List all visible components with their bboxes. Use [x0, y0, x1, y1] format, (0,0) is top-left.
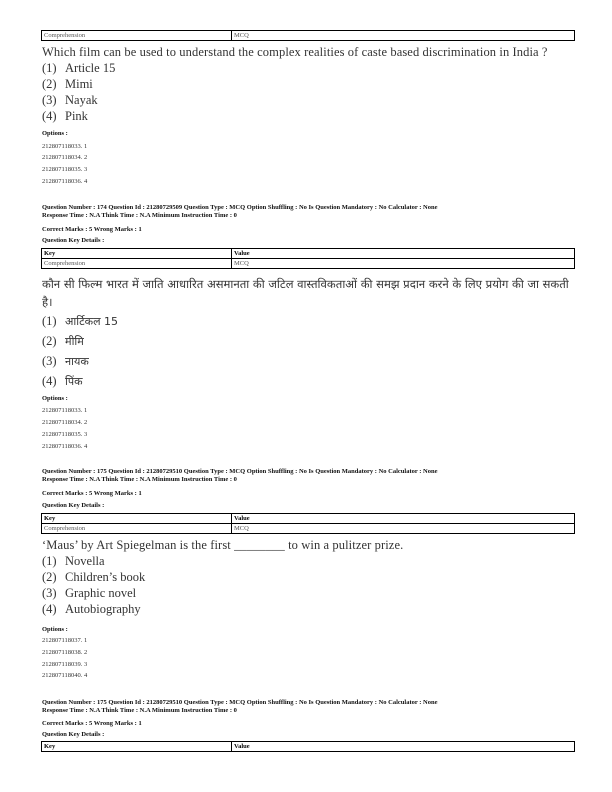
choice-number: (2): [42, 570, 57, 584]
question-meta-line: Response Time : N.A Think Time : N.A Minimum Instruction Time : 0: [42, 476, 237, 483]
table-cell: MCQ: [232, 31, 575, 41]
table-cell: MCQ: [232, 524, 575, 534]
option-id: 212807118040. 4: [42, 672, 88, 679]
option-id: 212807118033. 1: [42, 407, 88, 414]
choice-text: Children’s book: [65, 570, 146, 584]
answer-choice: [42, 570, 145, 585]
answer-choice: [42, 314, 118, 329]
options-label: Options :: [42, 626, 68, 633]
question-meta-line: Question Number : 175 Question Id : 21280729510 Question Type : MCQ Option Shuffling : No Is Question Mandatory : No Calculator : None: [42, 699, 438, 706]
answer-choice: [42, 586, 136, 601]
options-label: Options :: [42, 130, 68, 137]
question-meta-line: Question Number : 174 Question Id : 21280729509 Question Type : MCQ Option Shuffling : No Is Question Mandatory : No Calculator : None: [42, 204, 438, 211]
answer-choice: [42, 93, 98, 108]
answer-choice: [42, 354, 89, 369]
marks-line: Correct Marks : 5 Wrong Marks : 1: [42, 720, 142, 727]
table-header-cell: Key: [42, 742, 232, 752]
key-value-table: [41, 741, 575, 752]
option-id: 212807118034. 2: [42, 154, 88, 161]
choice-text: आर्टिकल 15: [65, 315, 119, 328]
question-meta-line: Response Time : N.A Think Time : N.A Minimum Instruction Time : 0: [42, 212, 237, 219]
question-text: ‘Maus’ by Art Spiegelman is the first ________ to win a pulitzer prize.: [42, 538, 404, 552]
choice-text: Graphic novel: [65, 586, 137, 600]
option-id: 212807118039. 3: [42, 661, 88, 668]
choice-text: Article 15: [65, 61, 116, 75]
table-header-cell: Value: [232, 249, 575, 259]
table-cell: MCQ: [232, 259, 575, 269]
option-id: 212807118035. 3: [42, 431, 88, 438]
choice-number: (3): [42, 354, 57, 368]
key-value-table: [41, 513, 575, 534]
table-header-cell: Key: [42, 249, 232, 259]
key-value-table: [41, 248, 575, 269]
answer-choice: [42, 602, 141, 617]
table-header-cell: Key: [42, 514, 232, 524]
choice-text: Novella: [65, 554, 105, 568]
key-value-table: [41, 30, 575, 41]
question-text: कौन सी फिल्म भारत में जाति आधारित असमानता की जटिल वास्तविकताओं की समझ प्रदान करने के लिए प्रयोग की जा सकती है।: [42, 277, 569, 309]
choice-text: नायक: [65, 355, 89, 368]
option-id: 212807118034. 2: [42, 419, 88, 426]
choice-number: (2): [42, 77, 57, 91]
key-details-label: Question Key Details :: [42, 731, 105, 738]
choice-number: (1): [42, 61, 57, 75]
answer-choice: [42, 61, 115, 76]
choice-text: Mimi: [65, 77, 93, 91]
question-meta-line: Question Number : 175 Question Id : 21280729510 Question Type : MCQ Option Shuffling : No Is Question Mandatory : No Calculator : None: [42, 468, 438, 475]
options-label: Options :: [42, 395, 68, 402]
answer-choice: [42, 334, 84, 349]
question-meta: [42, 699, 438, 715]
choice-number: (1): [42, 314, 57, 328]
option-id: 212807118035. 3: [42, 166, 88, 173]
table-header-row: [42, 742, 575, 752]
choice-text: Pink: [65, 109, 88, 123]
choice-number: (1): [42, 554, 57, 568]
table-header-cell: Value: [232, 742, 575, 752]
table-row: [42, 259, 575, 269]
table-row: [42, 31, 575, 41]
choice-number: (4): [42, 109, 57, 123]
choice-number: (2): [42, 334, 57, 348]
choice-number: (3): [42, 586, 57, 600]
key-details-label: Question Key Details :: [42, 502, 105, 509]
table-header-cell: Value: [232, 514, 575, 524]
answer-choice: [42, 77, 93, 92]
table-row: [42, 524, 575, 534]
answer-choice: [42, 554, 105, 569]
choice-number: (3): [42, 93, 57, 107]
choice-number: (4): [42, 374, 57, 388]
option-id: 212807118033. 1: [42, 143, 88, 150]
marks-line: Correct Marks : 5 Wrong Marks : 1: [42, 490, 142, 497]
choice-text: मीमि: [65, 335, 84, 348]
marks-line: Correct Marks : 5 Wrong Marks : 1: [42, 226, 142, 233]
answer-choice: [42, 109, 88, 124]
table-header-row: [42, 249, 575, 259]
question-text: Which film can be used to understand the complex realities of caste based discrimination in India ?: [42, 45, 548, 59]
option-id: 212807118036. 4: [42, 178, 88, 185]
choice-number: (4): [42, 602, 57, 616]
table-cell: Comprehension: [42, 31, 232, 41]
choice-text: Autobiography: [65, 602, 141, 616]
option-id: 212807118037. 1: [42, 637, 88, 644]
answer-choice: [42, 374, 83, 389]
table-cell: Comprehension: [42, 524, 232, 534]
option-id: 212807118038. 2: [42, 649, 88, 656]
key-details-label: Question Key Details :: [42, 237, 105, 244]
table-cell: Comprehension: [42, 259, 232, 269]
question-meta-line: Response Time : N.A Think Time : N.A Minimum Instruction Time : 0: [42, 707, 237, 714]
table-header-row: [42, 514, 575, 524]
choice-text: पिंक: [65, 375, 83, 388]
question-meta: [42, 468, 438, 484]
option-id: 212807118036. 4: [42, 443, 88, 450]
question-meta: [42, 204, 438, 220]
choice-text: Nayak: [65, 93, 98, 107]
